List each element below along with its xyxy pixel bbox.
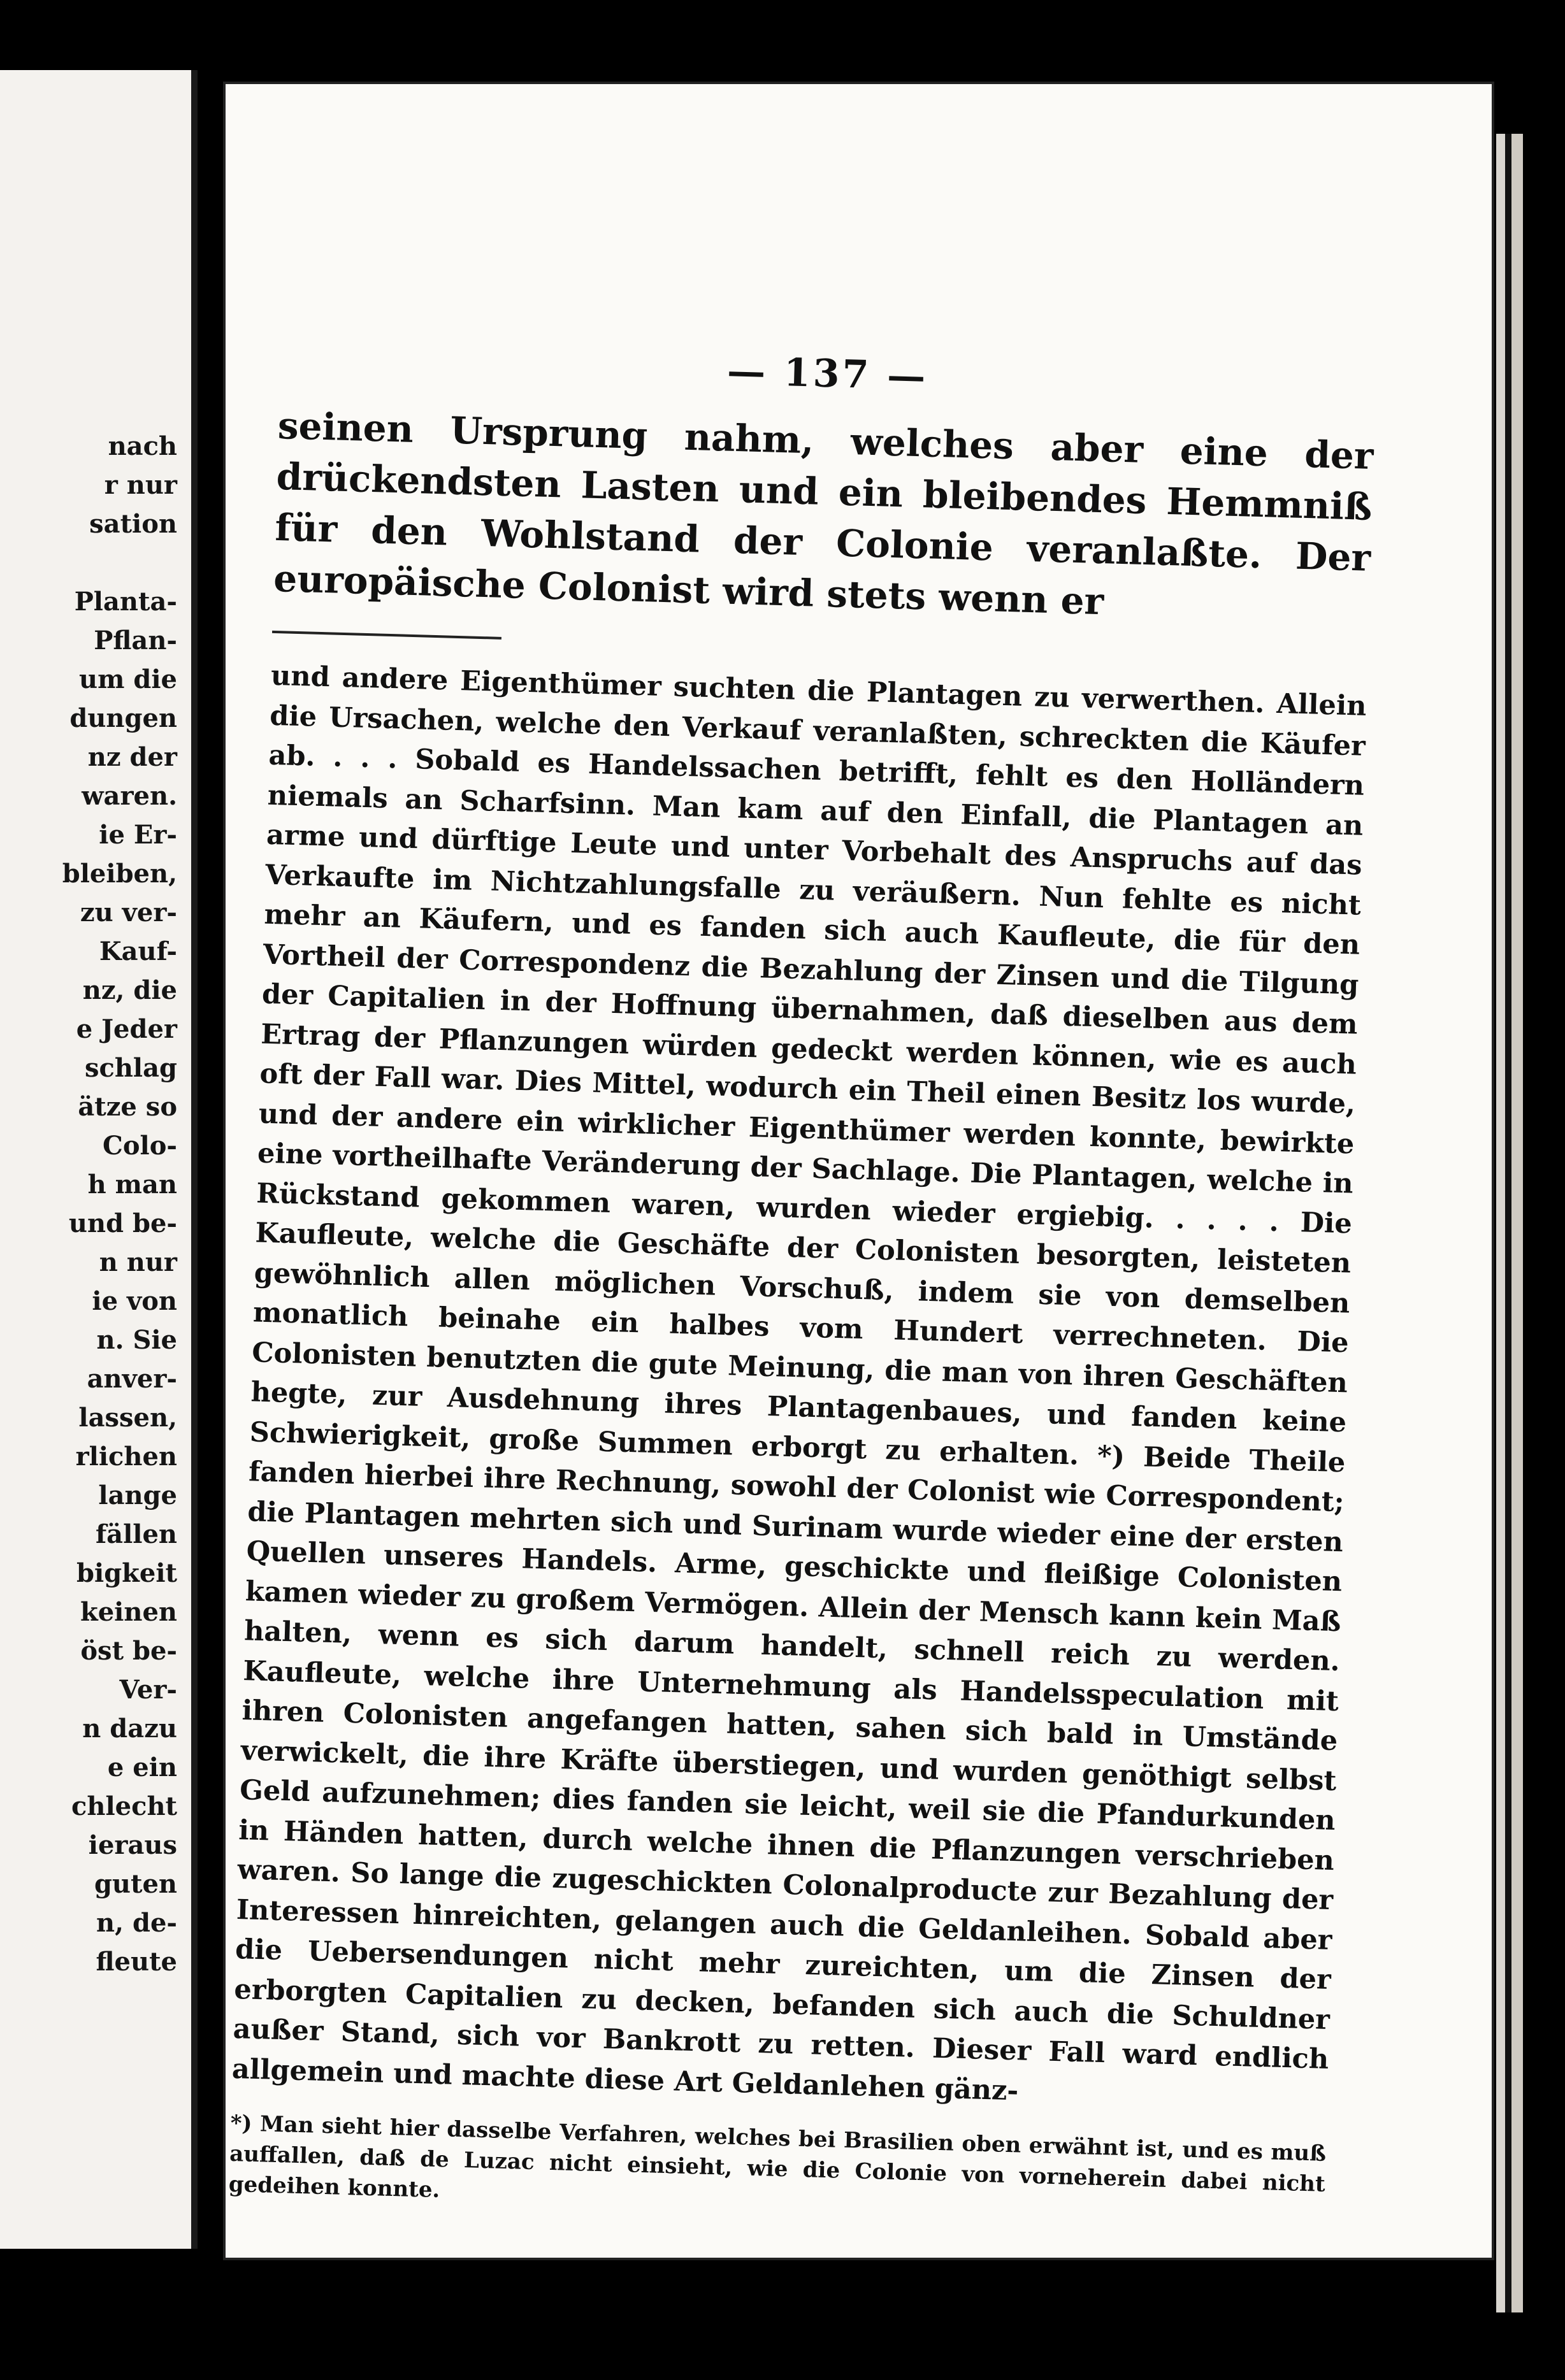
previous-page-text-fragments: nach r nur sation Planta- Pflan- um die dungen nz der waren. ie Er- bleiben, zu ver- Kauf- nz, die e Jeder schlag ätze so Colo- h man und be- n nur ie von n. Sie anver- lassen, rlichen lange fällen bigkeit keinen öst be- Ver- n dazu e ein chlecht ieraus guten n, de- fleute [62, 431, 177, 1977]
main-text-continuation: seinen Ursprung nahm, welches aber eine der drückendsten Lasten und ein bleibendes Hemmniß für den Wohlstand der Colonie veranlaßte. Der europäische Colonist wird stets wenn er [273, 403, 1374, 624]
footnote-separator-rule [272, 631, 501, 640]
quoted-passage: und andere Eigenthümer suchten die Plantagen zu verwerthen. Allein die Ursachen, welche den Verkauf veranlaßten, schreckten die Käufer ab. . . . Sobald es Handelssachen betrifft, fehlt es den Holländern niemals an Scharfsinn. Man kam auf den Einfall, die Plantagen an arme und dürftige Leute und unter Vorbehalt des Anspruchs auf das Verkaufte im Nichtzahlungsfalle zu veräußern. Nun fehlte es nicht mehr an Käufern, und es fanden sich auch Kaufleute, die für den Vortheil der Correspondenz die Bezahlung der Zinsen und die Tilgung der Capitalien in der Hoffnung übernahmen, daß dieselben aus dem Ertrag der Pflanzungen würden gedeckt werden können, wie es auch oft der Fall war. Dies Mittel, wodurch ein Theil einen Besitz los wurde, und der andere ein wirklicher Eigenthümer werden konnte, bewirkte eine vortheilhafte Veränderung der Sachlage. Die Plantagen, welche in Rückstand gekommen waren, wurden wieder ergiebig. . . . . Die Kaufleute, welche die Geschäfte der Colonisten besorgten, leisteten gewöhnlich allen möglichen Vorschuß, indem sie von demselben monatlich beinahe ein halbes vom Hundert verrechneten. Die Colonisten benutzten die gute Meinung, die man von ihren Geschäften hegte, zur Ausdehnung ihres Plantagenbaues, und fanden keine Schwierigkeit, große Summen erborgt zu erhalten. *) Beide Theile fanden hierbei ihre Rechnung, sowohl der Colonist wie Correspondent; die Plantagen mehrten sich und Surinam wurde wieder eine der ersten Quellen unseres Handels. Arme, geschickte und fleißige Colonisten kamen wieder zu großem Vermögen. Allein der Mensch kann kein Maß halten, wenn es sich darum handelt, schnell reich zu werden. Kaufleute, welche ihre Unternehmung als Handelsspeculation mit ihren Colonisten angefangen hatten, sahen sich bald in Umstände verwickelt, die ihre Kräfte überstiegen, und wurden genöthigt selbst Geld aufzunehmen; dies fanden sie leicht, weil sie die Pfandurkunden in Händen hatten, durch welche ihnen die Pflanzungen verschrieben waren. So lange die zugeschickten Colonalproducte zur Bezahlung der Interessen hinreichten, gelangen auch die Geldanleihen. Sobald aber die Uebersendungen nicht mehr zureichten, um die Zinsen der erborgten Capitalien zu decken, befanden sich auch die Schuldner außer Stand, sich vor Bankrott zu retten. Dieser Fall ward endlich allgemein und machte diese Art Geldanlehen gänz- [231, 659, 1367, 2107]
page-stack-edge-line [1505, 134, 1511, 2312]
previous-page-edge [0, 70, 198, 2249]
page-number: — 137 — [726, 348, 929, 399]
page-content [228, 336, 1376, 2230]
footnote: *) Man sieht hier dasselbe Verfahren, welches bei Brasilien oben erwähnt ist, und es muß auffallen, daß de Luzac nicht einsieht, wie die Colonie von vorneherein dabei nicht gedeihen konnte. [228, 2110, 1327, 2204]
book-page [223, 82, 1494, 2260]
page-stack-edge [1496, 134, 1505, 2312]
page-stack-edge-outer [1511, 134, 1523, 2312]
